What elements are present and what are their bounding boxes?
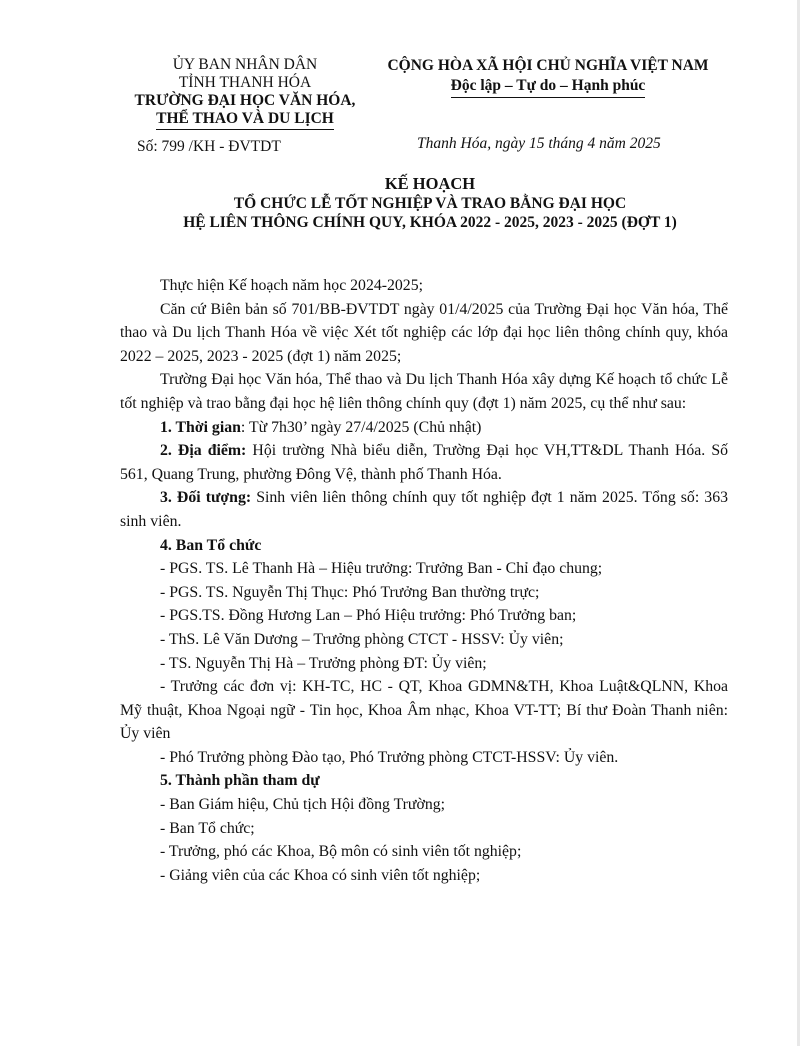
body-paragraph: Trường Đại học Văn hóa, Thể thao và Du lịch Thanh Hóa xây dựng Kế hoạch tổ chức Lễ tốt nghiệp và trao bằng đại học hệ liên thông chính quy (đợt 1) năm 2025, cụ thể như sau: [120,371,728,412]
school-name-line-1: TRƯỜNG ĐẠI HỌC VĂN HÓA, [134,92,356,109]
national-motto: Độc lập – Tự do – Hạnh phúc [451,76,646,98]
list-item: - Giảng viên của các Khoa có sinh viên tốt nghiệp; [160,866,481,884]
section-heading: 2. Địa điểm: [160,442,247,460]
list-item: - Ban Tổ chức; [160,819,255,837]
issuing-authority-block [120,56,370,130]
document-title-line-3: HỆ LIÊN THÔNG CHÍNH QUY, KHÓA 2022 - 2025, 2023 - 2025 (ĐỢT 1) [183,214,677,231]
body-paragraph: Thực hiện Kế hoạch năm học 2024-2025; [160,277,423,294]
list-item: - Trưởng, phó các Khoa, Bộ môn có sinh viên tốt nghiệp; [160,843,522,861]
document-body [120,274,728,887]
national-title: CỘNG HÒA XÃ HỘI CHỦ NGHĨA VIỆT NAM [387,57,709,74]
list-item: - PGS. TS. Lê Thanh Hà – Hiệu trưởng: Trưởng Ban - Chỉ đạo chung; [160,560,603,578]
list-item: - TS. Nguyễn Thị Hà – Trưởng phòng ĐT: Ủy viên; [160,654,487,672]
section-text: Sinh viên liên thông chính quy tốt nghiệp đợt 1 năm 2025. Tổng số: 363 sinh viên. [120,489,728,530]
document-type: KẾ HOẠCH [384,174,476,193]
section-text: : Từ 7h30’ ngày 27/4/2025 (Chủ nhật) [240,418,482,436]
list-item: - Ban Giám hiệu, Chủ tịch Hội đồng Trường; [160,796,446,814]
document-number: Số: 799 /KH - ĐVTDT [137,138,281,155]
section-organizing-committee [120,534,728,558]
authority-line-2: TỈNH THANH HÓA [178,74,312,91]
section-heading: 4. Ban Tổ chức [160,536,262,554]
national-heading-block [368,56,728,98]
section-heading: 3. Đối tượng: [160,489,252,507]
document-title-line-2: TỔ CHỨC LỄ TỐT NGHIỆP VÀ TRAO BẰNG ĐẠI HỌC [233,194,627,212]
list-item: - PGS.TS. Đồng Hương Lan – Phó Hiệu trưởng: Phó Trưởng ban; [160,607,577,625]
list-item: - ThS. Lê Văn Dương – Trưởng phòng CTCT - HSSV: Ủy viên; [160,630,564,648]
body-paragraph: Căn cứ Biên bản số 701/BB-ĐVTDT ngày 01/4/2025 của Trường Đại học Văn hóa, Thể thao và Du lịch Thanh Hóa về việc Xét tốt nghiệp các lớp đại học liên thông chính quy, khóa 2022 – 2025, 2023 - 2025 (đợt 1) năm 2025; [120,300,728,365]
section-heading: 1. Thời gian [160,418,241,436]
section-text: Hội trường Nhà biểu diễn, Trường Đại học VH,TT&DL Thanh Hóa. Số 561, Quang Trung, phường Đông Vệ, thành phố Thanh Hóa. [120,442,729,483]
list-item: - Phó Trưởng phòng Đào tạo, Phó Trưởng phòng CTCT-HSSV: Ủy viên. [160,748,619,766]
list-item: - Trưởng các đơn vị: KH-TC, HC - QT, Khoa GDMN&TH, Khoa Luật&QLNN, Khoa Mỹ thuật, Khoa Ngoại ngữ - Tin học, Khoa Âm nhạc, Khoa VT-TT; Bí thư Đoàn Thanh niên: Ủy viên [120,678,728,743]
section-time [120,416,728,440]
section-location [120,439,728,486]
school-name-line-2: THỂ THAO VÀ DU LỊCH [156,110,334,130]
document-title-block [60,174,800,233]
section-participants [120,486,728,533]
document-date: Thanh Hóa, ngày 15 tháng 4 năm 2025 [417,135,661,152]
section-heading: 5. Thành phần tham dự [160,772,320,790]
authority-line-1: ỦY BAN NHÂN DÂN [172,56,318,73]
section-attendees [120,769,728,793]
list-item: - PGS. TS. Nguyễn Thị Thục: Phó Trưởng Ban thường trực; [160,583,540,601]
